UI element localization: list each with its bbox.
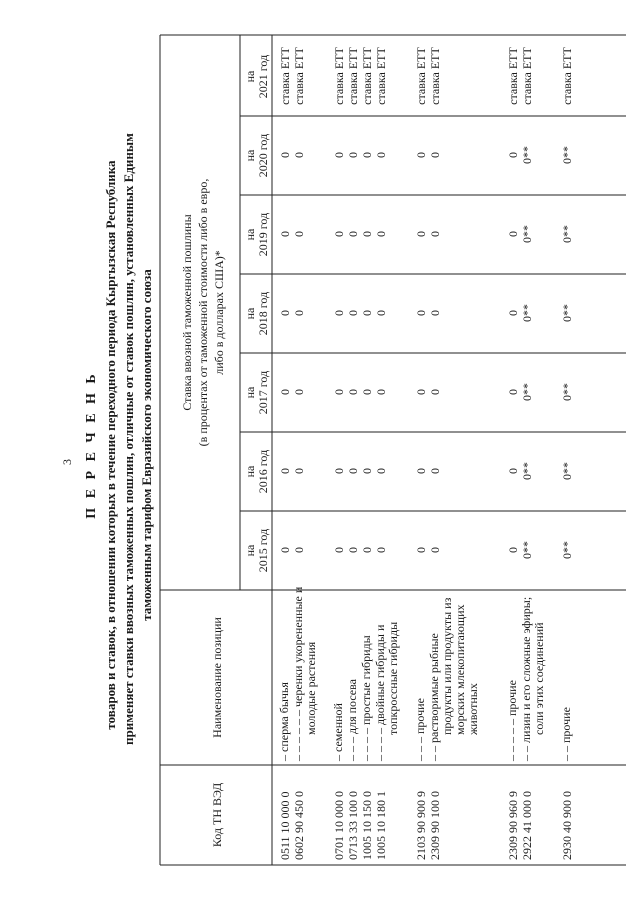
- row-value: 0: [428, 310, 442, 316]
- row-value: 0: [292, 389, 306, 395]
- row-name-line: молодые растения: [304, 641, 318, 735]
- row-value: ставка ЕТТ: [560, 47, 574, 105]
- subtitle-line-2: применяет ставки ввозных таможенных пошлин, отличные от ставок пошлин, установленных Единым: [121, 133, 136, 745]
- year-header-5-0: на: [243, 149, 257, 162]
- row-value: 0: [278, 547, 292, 553]
- row-value: 0: [278, 310, 292, 316]
- row-name-line: – – лизин и его сложные эфиры;: [519, 596, 533, 761]
- row-value: 0: [278, 152, 292, 158]
- row-code: 0511 10 000 0: [278, 791, 292, 860]
- row-value: 0: [332, 389, 346, 395]
- year-header-4-0: на: [243, 228, 257, 241]
- row-value: 0**: [520, 146, 534, 164]
- row-value: ставка ЕТТ: [332, 47, 346, 105]
- year-header-4-1: 2019 год: [256, 212, 270, 257]
- row-value: 0: [414, 310, 428, 316]
- row-value: 0: [278, 231, 292, 237]
- row-value: 0: [428, 547, 442, 553]
- row-name-line: – – – – двойные гибриды и: [373, 624, 387, 761]
- year-header-3-0: на: [243, 307, 257, 320]
- year-header-2-0: на: [243, 386, 257, 399]
- row-code: 0713 33 100 0: [346, 791, 360, 860]
- row-name-line: морских млекопитающих: [453, 604, 467, 735]
- year-header-2-1: 2017 год: [256, 370, 270, 415]
- row-code: 1005 10 150 0: [360, 791, 374, 860]
- row-name-line: – – – – – прочие: [505, 680, 519, 761]
- row-value: 0: [292, 231, 306, 237]
- row-value: 0: [332, 310, 346, 316]
- row-name-line: – – прочие: [559, 707, 573, 761]
- row-value: 0: [428, 389, 442, 395]
- row-code: 2309 90 100 0: [428, 791, 442, 860]
- row-value: 0**: [560, 304, 574, 322]
- row-value: 0: [374, 152, 388, 158]
- row-value: 0: [292, 310, 306, 316]
- row-name-line: – семенной: [331, 703, 345, 761]
- row-value: ставка ЕТТ: [428, 47, 442, 105]
- row-value: 0: [506, 468, 520, 474]
- row-value: 0: [414, 389, 428, 395]
- year-header-1-1: 2016 год: [256, 449, 270, 494]
- row-value: 0: [346, 468, 360, 474]
- row-value: ставка ЕТТ: [346, 47, 360, 105]
- row-value: 0: [414, 547, 428, 553]
- row-value: 0**: [520, 383, 534, 401]
- row-value: 0: [332, 152, 346, 158]
- row-name-line: – – растворимые рыбные: [427, 633, 441, 761]
- row-value: 0: [292, 152, 306, 158]
- subtitle-line-3: таможенным тарифом Евразийского экономического союза: [139, 269, 154, 621]
- row-value: 0: [360, 152, 374, 158]
- document-title: П Е Р Е Ч Е Н Ь: [84, 371, 99, 519]
- row-value: 0**: [560, 462, 574, 480]
- row-value: 0: [292, 547, 306, 553]
- row-value: 0: [360, 231, 374, 237]
- row-value: 0: [346, 547, 360, 553]
- header-code: Код ТН ВЭД: [210, 782, 224, 848]
- row-value: 0: [374, 231, 388, 237]
- row-value: 0: [278, 389, 292, 395]
- row-value: 0**: [560, 541, 574, 559]
- row-code: 2309 90 960 9: [506, 791, 520, 860]
- row-value: 0**: [520, 225, 534, 243]
- row-value: 0**: [520, 462, 534, 480]
- year-header-1-0: на: [243, 465, 257, 478]
- row-value: 0: [374, 389, 388, 395]
- row-value: 0: [374, 468, 388, 474]
- row-name-line: – – – – – – черенки укорененные и: [291, 586, 305, 761]
- row-value: 0**: [520, 541, 534, 559]
- row-value: 0: [428, 152, 442, 158]
- page-number: 3: [60, 459, 74, 465]
- row-value: 0**: [520, 304, 534, 322]
- row-name-line: продукты или продукты из: [440, 597, 454, 735]
- year-header-5-1: 2020 год: [256, 133, 270, 178]
- row-value: ставка ЕТТ: [520, 47, 534, 105]
- row-value: 0: [374, 547, 388, 553]
- row-value: 0: [360, 310, 374, 316]
- row-value: 0: [346, 389, 360, 395]
- row-value: 0: [414, 152, 428, 158]
- row-name-line: – – – прочие: [413, 698, 427, 761]
- row-value: 0: [506, 547, 520, 553]
- row-code: 0701 10 000 0: [332, 791, 346, 860]
- row-value: 0: [360, 468, 374, 474]
- row-value: ставка ЕТТ: [360, 47, 374, 105]
- row-value: 0: [292, 468, 306, 474]
- row-name-line: – сперма бычья: [277, 682, 291, 761]
- year-header-0-0: на: [243, 544, 257, 557]
- row-value: 0: [346, 310, 360, 316]
- row-value: 0: [506, 231, 520, 237]
- row-value: 0: [346, 231, 360, 237]
- row-value: 0: [332, 468, 346, 474]
- row-value: 0**: [560, 383, 574, 401]
- row-value: 0: [332, 547, 346, 553]
- year-header-6-0: на: [243, 70, 257, 83]
- row-value: 0: [506, 152, 520, 158]
- row-value: 0: [278, 468, 292, 474]
- row-value: ставка ЕТТ: [278, 47, 292, 105]
- row-value: 0: [506, 310, 520, 316]
- row-code: 2930 40 900 0: [560, 791, 574, 860]
- rate-header-line-2: (в процентах от таможенной стоимости либо в евро,: [196, 178, 210, 447]
- row-name-line: соли этих соединений: [532, 622, 546, 735]
- row-value: 0: [428, 468, 442, 474]
- row-value: 0: [506, 389, 520, 395]
- row-value: 0: [346, 152, 360, 158]
- row-value: ставка ЕТТ: [292, 47, 306, 105]
- row-name-line: топкроссные гибриды: [386, 621, 400, 735]
- row-value: 0**: [560, 146, 574, 164]
- row-value: 0: [414, 231, 428, 237]
- row-value: 0: [360, 389, 374, 395]
- year-header-0-1: 2015 год: [256, 528, 270, 573]
- subtitle-line-1: товаров и ставок, в отношении которых в течение переходного периода Кыргызская Республика: [103, 160, 118, 730]
- row-value: ставка ЕТТ: [374, 47, 388, 105]
- rate-header-line-1: Ставка ввозной таможенной пошлины: [180, 214, 194, 411]
- row-code: 1005 10 180 1: [374, 791, 388, 860]
- row-value: 0: [428, 231, 442, 237]
- row-value: ставка ЕТТ: [414, 47, 428, 105]
- row-code: 2103 90 900 9: [414, 791, 428, 860]
- row-name-line: животных: [466, 683, 480, 735]
- row-value: 0: [374, 310, 388, 316]
- row-value: 0: [332, 231, 346, 237]
- row-code: 0602 90 450 0: [292, 791, 306, 860]
- row-value: ставка ЕТТ: [506, 47, 520, 105]
- rate-header-line-3: либо в долларах США)*: [212, 250, 226, 375]
- row-value: 0**: [560, 225, 574, 243]
- row-value: 0: [360, 547, 374, 553]
- row-name-line: – – – для посева: [345, 679, 359, 761]
- row-value: 0: [414, 468, 428, 474]
- year-header-6-1: 2021 год: [256, 54, 270, 99]
- year-header-3-1: 2018 год: [256, 291, 270, 336]
- header-name: Наименование позиции: [210, 617, 224, 738]
- row-name-line: – – – – простые гибриды: [359, 635, 373, 761]
- row-code: 2922 41 000 0: [520, 791, 534, 860]
